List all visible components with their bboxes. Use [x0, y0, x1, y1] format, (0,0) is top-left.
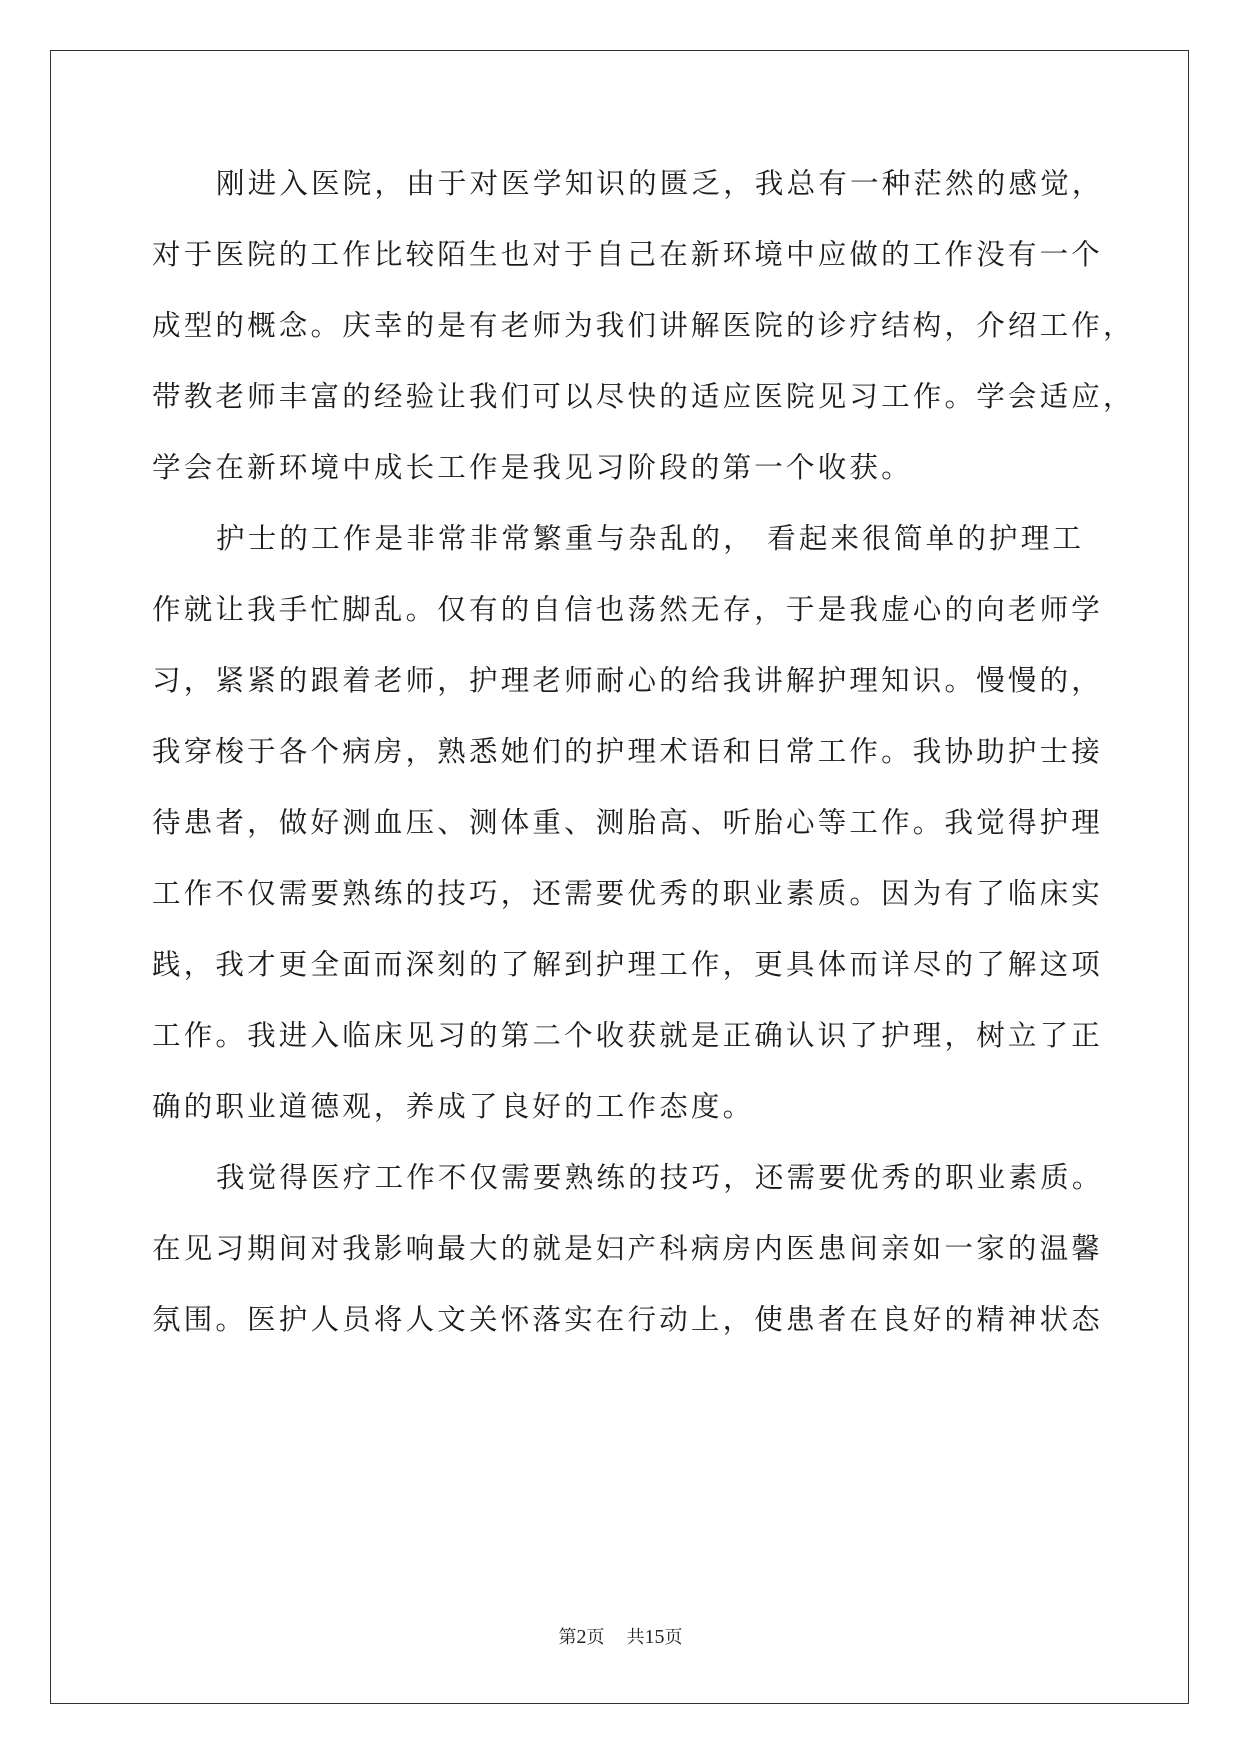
text-line: 带教老师丰富的经验让我们可以尽快的适应医院见习工作。学会适应， — [152, 380, 1135, 413]
page-number: 2 — [576, 1626, 587, 1648]
text-line: 护士的工作是非常非常繁重与杂乱的， 看起来很简单的护理工 — [216, 522, 1085, 555]
text-line: 践，我才更全面而深刻的了解到护理工作，更具体而详尽的了解这项 — [152, 948, 1104, 981]
page-footer — [0, 1623, 1241, 1649]
text-line: 成型的概念。庆幸的是有老师为我们讲解医院的诊疗结构，介绍工作， — [152, 309, 1135, 342]
text-line: 在见习期间对我影响最大的就是妇产科病房内医患间亲如一家的温馨 — [152, 1232, 1104, 1265]
paragraph-1 — [152, 166, 1135, 521]
text-line: 我觉得医疗工作不仅需要熟练的技巧，还需要优秀的职业素质。 — [216, 1161, 1104, 1194]
text-line: 学会在新环境中成长工作是我见习阶段的第一个收获。 — [152, 451, 913, 484]
text-line: 作就让我手忙脚乱。仅有的自信也荡然无存，于是我虚心的向老师学 — [152, 593, 1104, 626]
text-line: 习，紧紧的跟着老师，护理老师耐心的给我讲解护理知识。慢慢的， — [152, 664, 1104, 697]
paragraph-2 — [152, 521, 1104, 1160]
page-suffix: 页 — [586, 1627, 605, 1648]
total-pages: 15 — [644, 1626, 665, 1648]
text-line: 工作不仅需要熟练的技巧，还需要优秀的职业素质。因为有了临床实 — [152, 877, 1104, 910]
paragraph-3 — [152, 1160, 1104, 1373]
text-line: 氛围。医护人员将人文关怀落实在行动上，使患者在良好的精神状态 — [152, 1303, 1104, 1336]
text-line: 工作。我进入临床见习的第二个收获就是正确认识了护理，树立了正 — [152, 1019, 1104, 1052]
page-prefix: 第 — [558, 1627, 577, 1648]
text-line: 确的职业道德观，养成了良好的工作态度。 — [152, 1090, 755, 1123]
text-line: 对于医院的工作比较陌生也对于自己在新环境中应做的工作没有一个 — [152, 238, 1104, 271]
document-body — [152, 166, 1135, 1373]
total-suffix: 页 — [664, 1627, 683, 1648]
text-line: 我穿梭于各个病房，熟悉她们的护理术语和日常工作。我协助护士接 — [152, 735, 1104, 768]
text-line: 待患者，做好测血压、测体重、测胎高、听胎心等工作。我觉得护理 — [152, 806, 1104, 839]
total-prefix: 共 — [626, 1627, 645, 1648]
text-line: 刚进入医院，由于对医学知识的匮乏，我总有一种茫然的感觉， — [216, 167, 1104, 200]
